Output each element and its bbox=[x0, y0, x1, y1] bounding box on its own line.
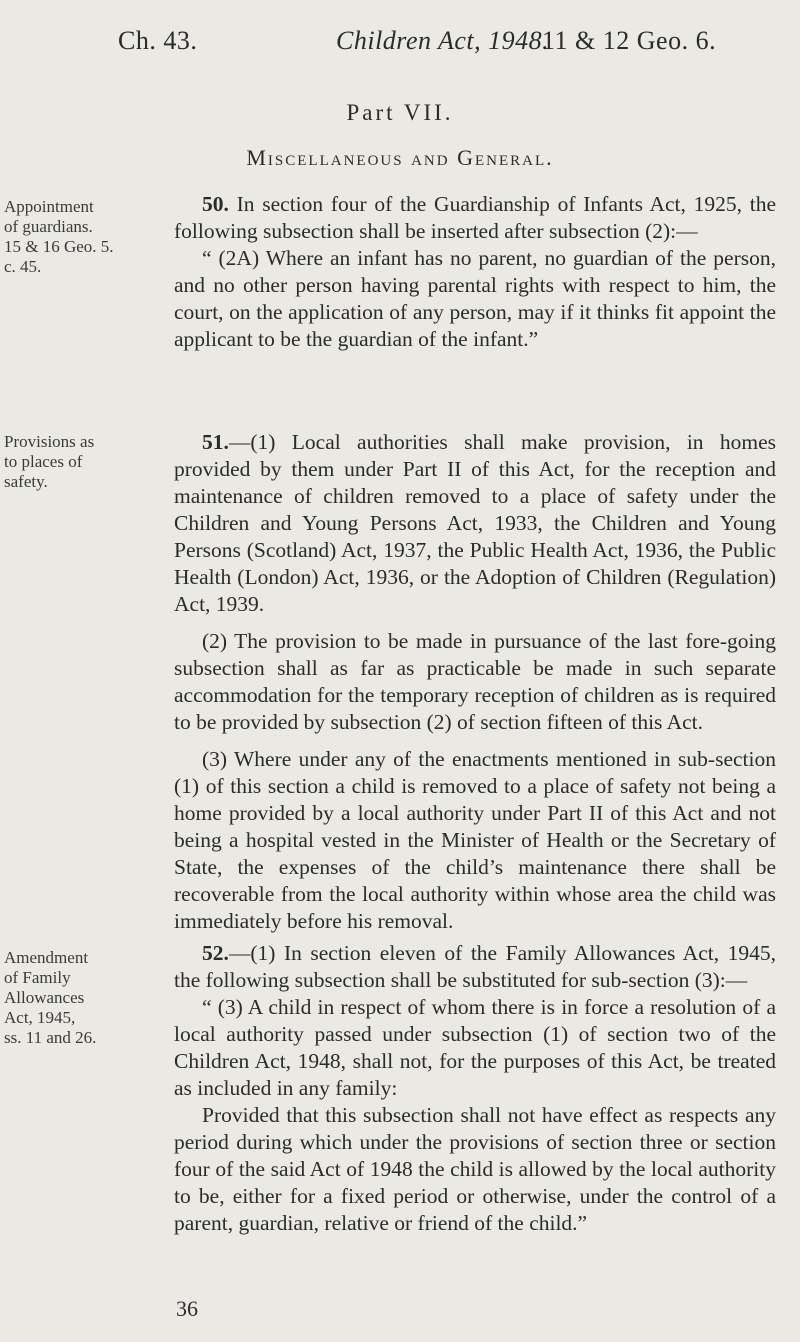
act-title: Children Act, 1948. bbox=[336, 26, 550, 55]
margin-note-family-allowances: Amendment of Family Allowances Act, 1945, ss. 11 and 26. bbox=[4, 948, 97, 1047]
margin-note-appointment: Appointment of guardians. 15 & 16 Geo. 5. c. 45. bbox=[4, 197, 114, 276]
section-52-proviso: Provided that this subsection shall not have effect as respects any period during which under the provisions of section three or section four of the said Act of 1948 the child is allowed by the local authority to be, either for a fixed period or otherwise, under the control of a parent, guardian, relative or friend of the child.” bbox=[174, 1103, 776, 1235]
section-51-para-1 bbox=[174, 429, 776, 618]
section-51 bbox=[174, 429, 776, 935]
section-52-para-1-body: —(1) In section eleven of the Family Allowances Act, 1945, the following subsection shall be substituted for sub-section (3):— bbox=[174, 941, 776, 992]
section-number: 50. bbox=[202, 192, 229, 216]
page-number: 36 bbox=[176, 1296, 198, 1321]
part-title: Part VII. bbox=[346, 100, 454, 125]
regnal-year: 11 & 12 Geo. 6. bbox=[542, 26, 717, 55]
section-number: 51. bbox=[202, 430, 229, 454]
section-52 bbox=[174, 940, 776, 1237]
section-number: 52. bbox=[202, 941, 229, 965]
section-50-text bbox=[174, 191, 776, 245]
section-52-para-1 bbox=[174, 940, 776, 994]
section-51-para-3: (3) Where under any of the enactments mentioned in sub-section (1) of this section a child is removed to a place of safety not being a home provided by a local authority under Part II of this Act and not being a hospital vested in the Minister of Health or the Secretary of State, the expenses of the child’s maintenance there shall be recoverable from the local authority within whose area the child was immediately before his removal. bbox=[174, 747, 776, 933]
running-header bbox=[0, 26, 800, 66]
section-52-quote: “ (3) A child in respect of whom there is in force a resolution of a local authority passed under subsection (1) of section two of the Children Act, 1948, shall not, for the purposes of this Act, be treated as included in any family: bbox=[174, 995, 776, 1100]
margin-note-places-of-safety: Provisions as to places of safety. bbox=[4, 432, 95, 491]
section-50-body: In section four of the Guardianship of Infants Act, 1925, the following subsection shall be inserted after subsection (2):— bbox=[174, 192, 777, 243]
section-51-para-2: (2) The provision to be made in pursuance of the last fore-going subsection shall as far as practicable be made in such separate accommodation for the temporary reception of children as is required to be provided by subsection (2) of section fifteen of this Act. bbox=[174, 629, 776, 734]
section-50-quote: “ (2A) Where an infant has no parent, no guardian of the person, and no other person having parental rights with respect to him, the court, on the application of any person, may if it thinks fit appoint the applicant to be the guardian of the infant.” bbox=[174, 246, 776, 351]
chapter-number: Ch. 43. bbox=[118, 26, 198, 55]
part-subtitle: Miscellaneous and General. bbox=[246, 145, 554, 170]
section-51-para-1-body: —(1) Local authorities shall make provision, in homes provided by them under Part II of this Act, for the reception and maintenance of children removed to a place of safety under the Children and Young Persons Act, 1933, the Children and Young Persons (Scotland) Act, 1937, the Public Health Act, 1936, the Public Health (London) Act, 1936, or the Adoption of Children (Regulation) Act, 1939. bbox=[174, 430, 776, 616]
section-50 bbox=[174, 191, 776, 353]
